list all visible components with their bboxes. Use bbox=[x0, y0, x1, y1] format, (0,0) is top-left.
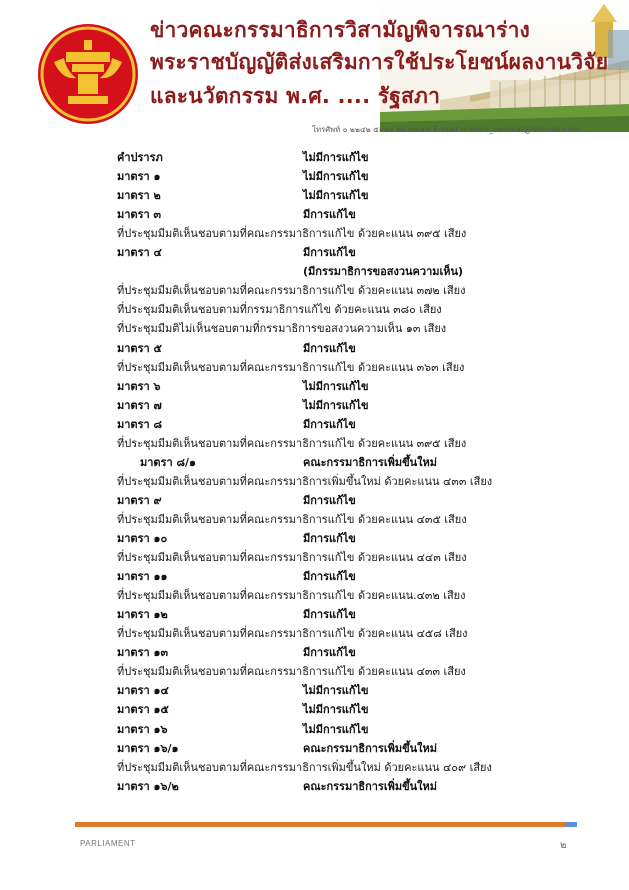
article-row bbox=[0, 396, 629, 415]
vote-row bbox=[0, 319, 629, 338]
amendment-status: ไม่มีการแก้ไข bbox=[303, 379, 369, 393]
amendment-status: มีการแก้ไข bbox=[303, 208, 356, 222]
parliament-emblem-icon bbox=[36, 22, 140, 126]
amendment-status: ไม่มีการแก้ไข bbox=[303, 722, 369, 736]
vote-text: ที่ประชุมมีมติเห็นชอบตามที่กรรมาธิการแก้ไข ด้วยคะแนน ๓๘๐ เสียง bbox=[117, 303, 442, 317]
vote-row bbox=[0, 624, 629, 643]
article-row bbox=[0, 777, 629, 796]
article-label: มาตรา ๘/๑ bbox=[140, 455, 196, 469]
article-row bbox=[0, 148, 629, 167]
article-label: มาตรา ๑๖/๑ bbox=[117, 741, 179, 755]
amendment-status: คณะกรรมาธิการเพิ่มขึ้นใหม่ bbox=[303, 455, 438, 469]
vote-text: ที่ประชุมมีมติเห็นชอบตามที่คณะกรรมาธิการเพิ่มขึ้นใหม่ ด้วยคะแนน ๔๓๓ เสียง bbox=[117, 474, 493, 488]
vote-row bbox=[0, 358, 629, 377]
article-label: มาตรา ๑๖ bbox=[117, 722, 168, 736]
footer-label: PARLIAMENT bbox=[80, 839, 136, 848]
amendment-status: มีการแก้ไข bbox=[303, 646, 356, 660]
vote-text: ที่ประชุมมีมติเห็นชอบตามที่คณะกรรมาธิการแก้ไข ด้วยคะแนน ๓๙๕ เสียง bbox=[117, 436, 467, 450]
amendment-status: (มีกรรมาธิการขอสงวนความเห็น) bbox=[303, 265, 464, 279]
amendment-status: มีการแก้ไข bbox=[303, 570, 356, 584]
article-row bbox=[0, 681, 629, 700]
article-row bbox=[0, 339, 629, 358]
page-number: ๒ bbox=[560, 840, 567, 851]
amendment-status: มีการแก้ไข bbox=[303, 532, 356, 545]
article-row bbox=[0, 700, 629, 719]
article-label: มาตรา ๙ bbox=[117, 493, 162, 507]
header-title-line-3: และนวัตกรรม พ.ศ. .... รัฐสภา bbox=[150, 84, 441, 108]
vote-text: ที่ประชุมมีมติเห็นชอบตามที่คณะกรรมาธิการแก้ไข ด้วยคะแนน.๔๓๒ เสียง bbox=[117, 589, 466, 603]
article-row bbox=[0, 567, 629, 586]
vote-row bbox=[0, 510, 629, 529]
amendment-status: มีการแก้ไข bbox=[303, 341, 356, 355]
article-row bbox=[0, 491, 629, 510]
article-row bbox=[0, 720, 629, 739]
vote-text: ที่ประชุมมีมติเห็นชอบตามที่คณะกรรมาธิการแก้ไข ด้วยคะแนน ๓๗๒ เสียง bbox=[117, 284, 466, 298]
header-title-line-2: พระราชบัญญัติส่งเสริมการใช้ประโยชน์ผลงานวิจัย bbox=[150, 50, 609, 74]
footer-bar bbox=[75, 822, 565, 827]
vote-row bbox=[0, 281, 629, 300]
vote-text: ที่ประชุมมีมติเห็นชอบตามที่คณะกรรมาธิการแก้ไข ด้วยคะแนน ๓๙๕ เสียง bbox=[117, 227, 467, 241]
article-label: มาตรา ๕ bbox=[117, 341, 162, 355]
vote-text: ที่ประชุมมีมติไม่เห็นชอบตามที่กรรมาธิการขอสงวนความเห็น ๑๓ เสียง bbox=[117, 322, 447, 336]
article-label: มาตรา ๑๕ bbox=[117, 703, 169, 717]
amendment-status: ไม่มีการแก้ไข bbox=[303, 703, 369, 717]
article-row bbox=[0, 243, 629, 262]
article-label: มาตรา ๓ bbox=[117, 208, 162, 222]
article-label: มาตรา ๘ bbox=[117, 417, 162, 431]
vote-row bbox=[0, 224, 629, 243]
vote-text: ที่ประชุมมีมติเห็นชอบตามที่คณะกรรมาธิการแก้ไข ด้วยคะแนน ๔๓๓ เสียง bbox=[117, 665, 466, 679]
amendment-status: คณะกรรมาธิการเพิ่มขึ้นใหม่ bbox=[303, 741, 438, 755]
article-row bbox=[0, 739, 629, 758]
article-row bbox=[0, 167, 629, 186]
vote-text: ที่ประชุมมีมติเห็นชอบตามที่คณะกรรมาธิการเพิ่มขึ้นใหม่ ด้วยคะแนน ๔๐๙ เสียง bbox=[117, 760, 492, 774]
amendment-status: มีการแก้ไข bbox=[303, 417, 356, 431]
article-label: มาตรา ๑๖/๒ bbox=[117, 779, 179, 793]
amendment-status: มีการแก้ไข bbox=[303, 246, 356, 260]
article-row bbox=[0, 186, 629, 205]
amendment-status: ไม่มีการแก้ไข bbox=[303, 151, 369, 164]
vote-row bbox=[0, 758, 629, 777]
vote-row bbox=[0, 434, 629, 453]
amendment-status: มีการแก้ไข bbox=[303, 493, 356, 507]
article-label: มาตรา ๑๐ bbox=[117, 532, 168, 545]
vote-row bbox=[0, 548, 629, 567]
article-label: มาตรา ๑ bbox=[117, 170, 161, 184]
article-label: มาตรา ๑๓ bbox=[117, 646, 168, 660]
vote-text: ที่ประชุมมีมติเห็นชอบตามที่คณะกรรมาธิการแก้ไข ด้วยคะแนน ๔๔๓ เสียง bbox=[117, 551, 467, 565]
page-header bbox=[0, 0, 629, 150]
article-label: มาตรา ๗ bbox=[117, 398, 162, 412]
article-row bbox=[0, 205, 629, 224]
article-row bbox=[0, 415, 629, 434]
amendment-status: ไม่มีการแก้ไข bbox=[303, 398, 369, 412]
article-label: มาตรา ๔ bbox=[117, 246, 162, 260]
vote-text: ที่ประชุมมีมติเห็นชอบตามที่คณะกรรมาธิการแก้ไข ด้วยคะแนน ๔๓๕ เสียง bbox=[117, 512, 467, 526]
article-row bbox=[0, 529, 629, 548]
vote-text: ที่ประชุมมีมติเห็นชอบตามที่คณะกรรมาธิการแก้ไข ด้วยคะแนน ๔๕๘ เสียง bbox=[117, 627, 468, 641]
vote-row bbox=[0, 662, 629, 681]
article-row bbox=[0, 377, 629, 396]
vote-text: ที่ประชุมมีมติเห็นชอบตามที่คณะกรรมาธิการแก้ไข ด้วยคะแนน ๓๖๓ เสียง bbox=[117, 360, 465, 374]
header-title-line-1: ข่าวคณะกรรมาธิการวิสามัญพิจารณาร่าง bbox=[150, 18, 531, 42]
article-row bbox=[0, 453, 629, 472]
vote-row bbox=[0, 300, 629, 319]
amendment-status: ไม่มีการแก้ไข bbox=[303, 189, 369, 203]
amendment-status: ไม่มีการแก้ไข bbox=[303, 170, 369, 184]
footer-bar-accent bbox=[565, 822, 577, 827]
amendment-status: มีการแก้ไข bbox=[303, 608, 356, 622]
header-contact: โทรศัพท์ ๐ ๒๒๔๒ ๕๙๐๐ ต่อ ๗๓๔๔ E-mail science_seminar@hotmail.com bbox=[312, 125, 580, 134]
amendment-status: ไม่มีการแก้ไข bbox=[303, 684, 369, 698]
article-label: คำปรารภ bbox=[117, 151, 163, 164]
vote-row bbox=[0, 586, 629, 605]
article-label: มาตรา ๑๑ bbox=[117, 570, 168, 584]
article-label: มาตรา ๖ bbox=[117, 379, 161, 393]
article-label: มาตรา ๑๒ bbox=[117, 608, 168, 622]
article-row bbox=[0, 605, 629, 624]
article-label: มาตรา ๒ bbox=[117, 189, 161, 203]
article-row bbox=[0, 262, 629, 281]
amendment-status: คณะกรรมาธิการเพิ่มขึ้นใหม่ bbox=[303, 779, 438, 793]
vote-row bbox=[0, 472, 629, 491]
article-row bbox=[0, 643, 629, 662]
article-label: มาตรา ๑๔ bbox=[117, 684, 169, 698]
